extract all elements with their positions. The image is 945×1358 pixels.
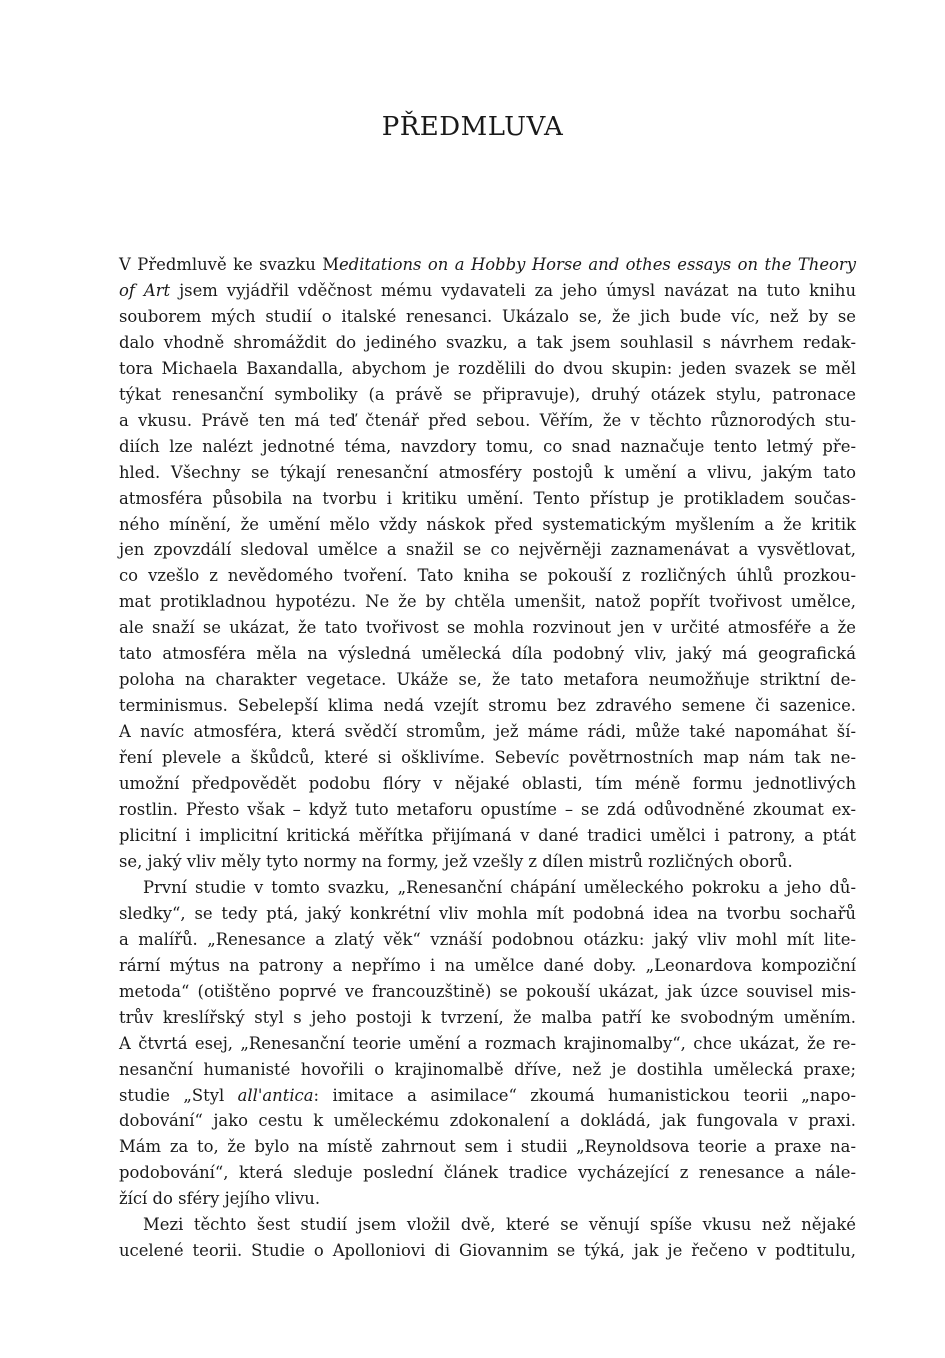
text-run: ucelené teorii. Studie o Apolloniovi di Giovannim se týká, jak je řečeno v podtitulu, (119, 1241, 856, 1261)
text-line (119, 1238, 856, 1264)
text-line (119, 797, 856, 823)
italic-text: editations on a Hobby Horse and othes essays on the Theory (338, 255, 856, 274)
text-line (119, 849, 856, 875)
text-line (119, 979, 856, 1005)
text-line (119, 1186, 856, 1212)
text-line (119, 745, 856, 771)
text-line (119, 408, 856, 434)
text-line (119, 512, 856, 538)
paragraph-1 (119, 252, 856, 875)
text-line (119, 771, 856, 797)
text-line (119, 693, 856, 719)
text-run: ale snaží se ukázat, že tato tvořivost se mohla rozvinout jen v určité atmosféře a že (119, 618, 856, 638)
text-run: : imitace a asimilace“ zkoumá humanistickou teorii „napo- (313, 1085, 856, 1105)
body-text (119, 252, 856, 1264)
text-line (119, 563, 856, 589)
chapter-title: PŘEDMLUVA (381, 112, 564, 142)
text-run: tora Michaela Baxandalla, abychom je rozdělili do dvou skupin: jeden svazek se měl (119, 358, 856, 378)
text-line (119, 278, 856, 304)
text-run: co vzešlo z nevědomého tvoření. Tato kniha se pokouší z rozličných úhlů prozkou- (119, 566, 856, 586)
text-run: nesanční humanisté hovořili o krajinomalbě dříve, než je dostihla umělecká praxe; (119, 1059, 856, 1079)
text-run: Mám za to, že bylo na místě zahrnout sem i studii „Reynoldsova teorie a praxe na- (119, 1137, 856, 1157)
text-line (119, 434, 856, 460)
text-line (119, 1134, 856, 1160)
text-run: podobování“, která sleduje poslední článek tradice vycházející z renesance a nále- (119, 1163, 856, 1183)
text-run: studie „Styl (119, 1085, 238, 1105)
text-line (119, 1031, 856, 1057)
text-line (119, 875, 856, 901)
text-run: atmosféra působila na tvorbu i kritiku umění. Tento přístup je protikladem součas- (119, 488, 856, 508)
text-line (119, 1005, 856, 1031)
text-run: žící do sféry jejího vlivu. (119, 1189, 321, 1209)
text-run: První studie v tomto svazku, „Renesanční chápání uměleckého pokroku a jeho dů- (143, 877, 856, 897)
text-run: A čtvrtá esej, „Renesanční teorie umění a rozmach krajinomalby“, chce ukázat, že re- (119, 1033, 856, 1053)
text-line (119, 667, 856, 693)
text-line (119, 486, 856, 512)
text-run: plicitní i implicitní kritická měřítka přijímaná v dané tradici umělci i patrony, a ptát (119, 825, 856, 845)
text-line (119, 1057, 856, 1083)
paragraph-2 (119, 875, 856, 1212)
text-run: dobování“ jako cestu k uměleckému zdokonalení a dokládá, jak fungovala v praxi. (119, 1111, 856, 1131)
text-line (119, 537, 856, 563)
text-run: rární mýtus na patrony a nepřímo i na umělce dané doby. „Leonardova kompoziční (119, 955, 856, 975)
text-line (119, 1083, 856, 1109)
italic-text: all'antica (237, 1085, 314, 1105)
text-line (119, 1160, 856, 1186)
text-run: terminismus. Sebelepší klima nedá vzejít stromu bez zdravého semene či sazenice. (119, 696, 856, 716)
text-run: týkat renesanční symboliky (a právě se připravuje), druhý otázek stylu, patronace (119, 384, 856, 404)
text-run: Mezi těchto šest studií jsem vložil dvě, které se věnují spíše vkusu než nějaké (143, 1215, 856, 1235)
text-run: jen zpovzdálí sledoval umělce a snažil se co nejvěrněji zaznamenávat a vysvětlovat, (119, 540, 856, 560)
text-line (119, 252, 856, 278)
text-run: metoda“ (otištěno poprvé ve francouzštině) se pokouší ukázat, jak úzce souvisel mis- (119, 981, 856, 1001)
text-line (119, 460, 856, 486)
text-run: poloha na charakter vegetace. Ukáže se, že tato metafora neumožňuje striktní de- (119, 670, 856, 690)
text-line (119, 901, 856, 927)
text-run: umožní předpovědět podobu flóry v nějaké oblasti, tím méně formu jednotlivých (119, 774, 856, 794)
text-run: ného mínění, že umění mělo vždy náskok před systematickým myšlením a že kritik (119, 514, 856, 534)
paragraph-3 (119, 1212, 856, 1264)
text-line (119, 953, 856, 979)
text-run: diích lze nalézt jednotné téma, navzdory tomu, co snad naznačuje tento letmý pře- (119, 436, 856, 456)
text-line (119, 1212, 856, 1238)
text-line (119, 382, 856, 408)
text-run: ření plevele a škůdců, které si ošklivíme. Sebevíc povětrnostních map nám tak ne- (119, 748, 856, 768)
text-line (119, 641, 856, 667)
text-run: a vkusu. Právě ten má teď čtenář před sebou. Věřím, že v těchto různorodých stu- (119, 410, 856, 430)
text-run: V Předmluvě ke svazku M (119, 255, 339, 274)
text-line (119, 589, 856, 615)
text-run: hled. Všechny se týkají renesanční atmosféry postojů k umění a vlivu, jakým tato (119, 462, 856, 482)
text-run: se, jaký vliv měly tyto normy na formy, jež vzešly z dílen mistrů rozličných oborů. (119, 851, 793, 871)
text-run: dalo vhodně shromáždit do jediného svazku, a tak jsem souhlasil s návrhem redak- (119, 332, 856, 352)
text-line (119, 1108, 856, 1134)
text-run: sledky“, se tedy ptá, jaký konkrétní vliv mohla mít podobná idea na tvorbu sochařů (119, 903, 856, 923)
text-run: trův kreslířský styl s jeho postoji k tvrzení, že malba patří ke svobodným uměním. (119, 1007, 856, 1027)
text-line (119, 304, 856, 330)
text-run: A navíc atmosféra, která svědčí stromům, jež máme rádi, může také napomáhat ší- (119, 722, 856, 742)
text-run: a malířů. „Renesance a zlatý věk“ vznáší podobnou otázku: jaký vliv mohl mít lite- (119, 929, 856, 949)
text-run: jsem vyjádřil vděčnost mému vydavateli za jeho úmysl navázat na tuto knihu (170, 280, 857, 300)
text-run: souborem mých studií o italské renesanci. Ukázalo se, že jich bude víc, než by se (119, 306, 856, 326)
text-line (119, 719, 856, 745)
text-line (119, 927, 856, 953)
text-line (119, 615, 856, 641)
text-run: tato atmosféra měla na výsledná umělecká díla podobný vliv, jaký má geografická (119, 644, 856, 664)
text-line (119, 356, 856, 382)
text-run: rostlin. Přesto však – když tuto metaforu opustíme – se zdá odůvodněné zkoumat ex- (119, 800, 856, 820)
italic-text: of Art (119, 280, 171, 300)
text-run: mat protikladnou hypotézu. Ne že by chtěla umenšit, natož popřít tvořivost umělce, (119, 592, 856, 612)
text-line (119, 330, 856, 356)
text-line (119, 823, 856, 849)
